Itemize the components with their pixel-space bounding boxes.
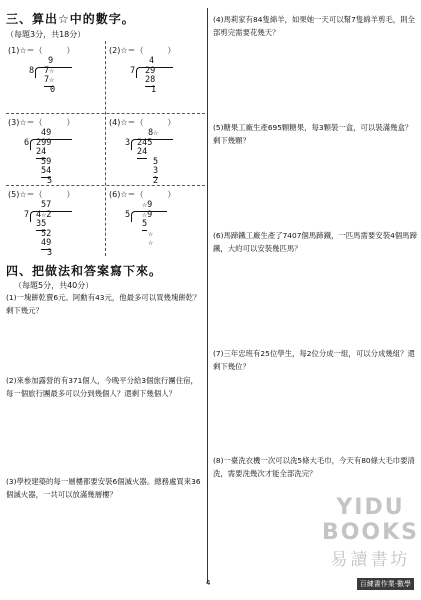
question-3: (3)學校建築的每一層樓都要安裝6個滅火器。總務處買來36個滅火器，一共可以放滿幾層樓？ bbox=[6, 477, 201, 499]
section4-title: 四、把做法和答案寫下來。 bbox=[6, 264, 163, 278]
subtrahend: 35 bbox=[36, 219, 47, 229]
question-4: (4)馬莉家有84隻綿羊，如果她一天可以幫7隻綿羊剪毛，則全部剪完需要花幾天？ bbox=[213, 15, 415, 37]
section3-title: 三、算出☆中的數字。 bbox=[6, 12, 135, 26]
partial: ☆ bbox=[148, 228, 154, 239]
problem-1 bbox=[6, 43, 104, 111]
problem-3 bbox=[6, 115, 104, 186]
question-2: (2)來參加露營的有371個人，今晚平分給3個旅行團住宿，每一個旅行團最多可以分到幾個人？還剩下幾個人？ bbox=[6, 376, 198, 398]
divisor: 6 bbox=[24, 137, 30, 148]
dividend: ☆9 bbox=[142, 209, 153, 220]
quotient: 4 bbox=[149, 56, 155, 66]
problem-label: (4)☆＝（ ） bbox=[109, 118, 176, 127]
partial: 5 bbox=[153, 156, 159, 167]
remainder: 5 bbox=[47, 175, 53, 186]
subtrahend: 28 bbox=[145, 75, 156, 85]
question-1: (1)一塊餅乾賣6元。阿勳有43元，他最多可以買幾塊餅乾？剩下幾元？ bbox=[6, 293, 201, 315]
quotient: ☆9 bbox=[142, 200, 153, 210]
remainder: 0 bbox=[50, 84, 56, 95]
problem-6 bbox=[107, 187, 205, 255]
question-5: (5)糖果工廠生產695顆糖果，每3顆裝一盒，可以裝滿幾盒？剩下幾顆？ bbox=[213, 123, 413, 145]
remainder: 2 bbox=[153, 175, 159, 186]
divisor: 7 bbox=[24, 209, 30, 220]
divisor: 7 bbox=[130, 65, 136, 76]
remainder: ☆ bbox=[148, 238, 154, 248]
section3-note: （每題3分，共18分） bbox=[6, 30, 86, 39]
quotient: 9 bbox=[48, 56, 54, 66]
divisor: 8 bbox=[29, 65, 35, 76]
quotient: 8☆ bbox=[148, 128, 159, 138]
partial: 52 bbox=[41, 228, 52, 239]
problem-4 bbox=[107, 115, 205, 186]
divisor: 3 bbox=[125, 137, 131, 148]
column-divider bbox=[207, 8, 208, 583]
dividend: 7☆ bbox=[44, 65, 55, 76]
quotient: 49 bbox=[41, 128, 52, 138]
subtrahend: 49 bbox=[41, 238, 52, 248]
problem-label: (6)☆＝（ ） bbox=[109, 190, 176, 199]
quotient: 57 bbox=[41, 200, 52, 210]
problem-label: (2)☆＝（ ） bbox=[109, 46, 176, 55]
subtrahend: 24 bbox=[137, 147, 148, 157]
remainder: 1 bbox=[151, 84, 157, 95]
page-number: 4 bbox=[206, 579, 211, 587]
subtrahend: 54 bbox=[41, 166, 52, 176]
division-grid bbox=[6, 41, 205, 256]
watermark-logo: YIDU BOOKS 易讀書坊 bbox=[321, 495, 420, 570]
problem-label: (5)☆＝（ ） bbox=[8, 190, 75, 199]
problem-label: (3)☆＝（ ） bbox=[8, 118, 75, 127]
problem-label: (1)☆＝（ ） bbox=[8, 46, 75, 55]
remainder: 3 bbox=[47, 247, 53, 258]
question-7: (7)三年忠班有25位學生，每2位分成一組，可以分成幾組？還剩下幾位？ bbox=[213, 349, 415, 371]
subtrahend: 5 bbox=[142, 219, 148, 229]
question-6: (6)馬蹄鐵工廠生產了7407個馬蹄鐵，一匹馬需要安裝4個馬蹄鐵，大約可以安裝幾匹馬？ bbox=[213, 231, 417, 253]
section4-note: （每題5分，共40分） bbox=[14, 281, 94, 290]
dividend: 4☆2 bbox=[36, 209, 52, 220]
subtrahend: 7☆ bbox=[44, 75, 55, 85]
problem-2 bbox=[107, 43, 205, 111]
dividend: 245 bbox=[137, 137, 153, 148]
divisor: 5 bbox=[125, 209, 131, 220]
partial: 59 bbox=[41, 156, 52, 167]
footer-tag: 百練書作業‧數學 bbox=[357, 578, 414, 590]
subtrahend: 24 bbox=[36, 147, 47, 157]
problem-5 bbox=[6, 187, 104, 258]
subtrahend: 3 bbox=[153, 166, 159, 176]
dividend: 299 bbox=[36, 137, 52, 148]
dividend: 29 bbox=[145, 65, 156, 76]
question-8: (8)一臺洗衣機一次可以洗5條大毛巾，今天有80條大毛巾要清洗，需要洗幾次才能全部洗完？ bbox=[213, 456, 415, 478]
